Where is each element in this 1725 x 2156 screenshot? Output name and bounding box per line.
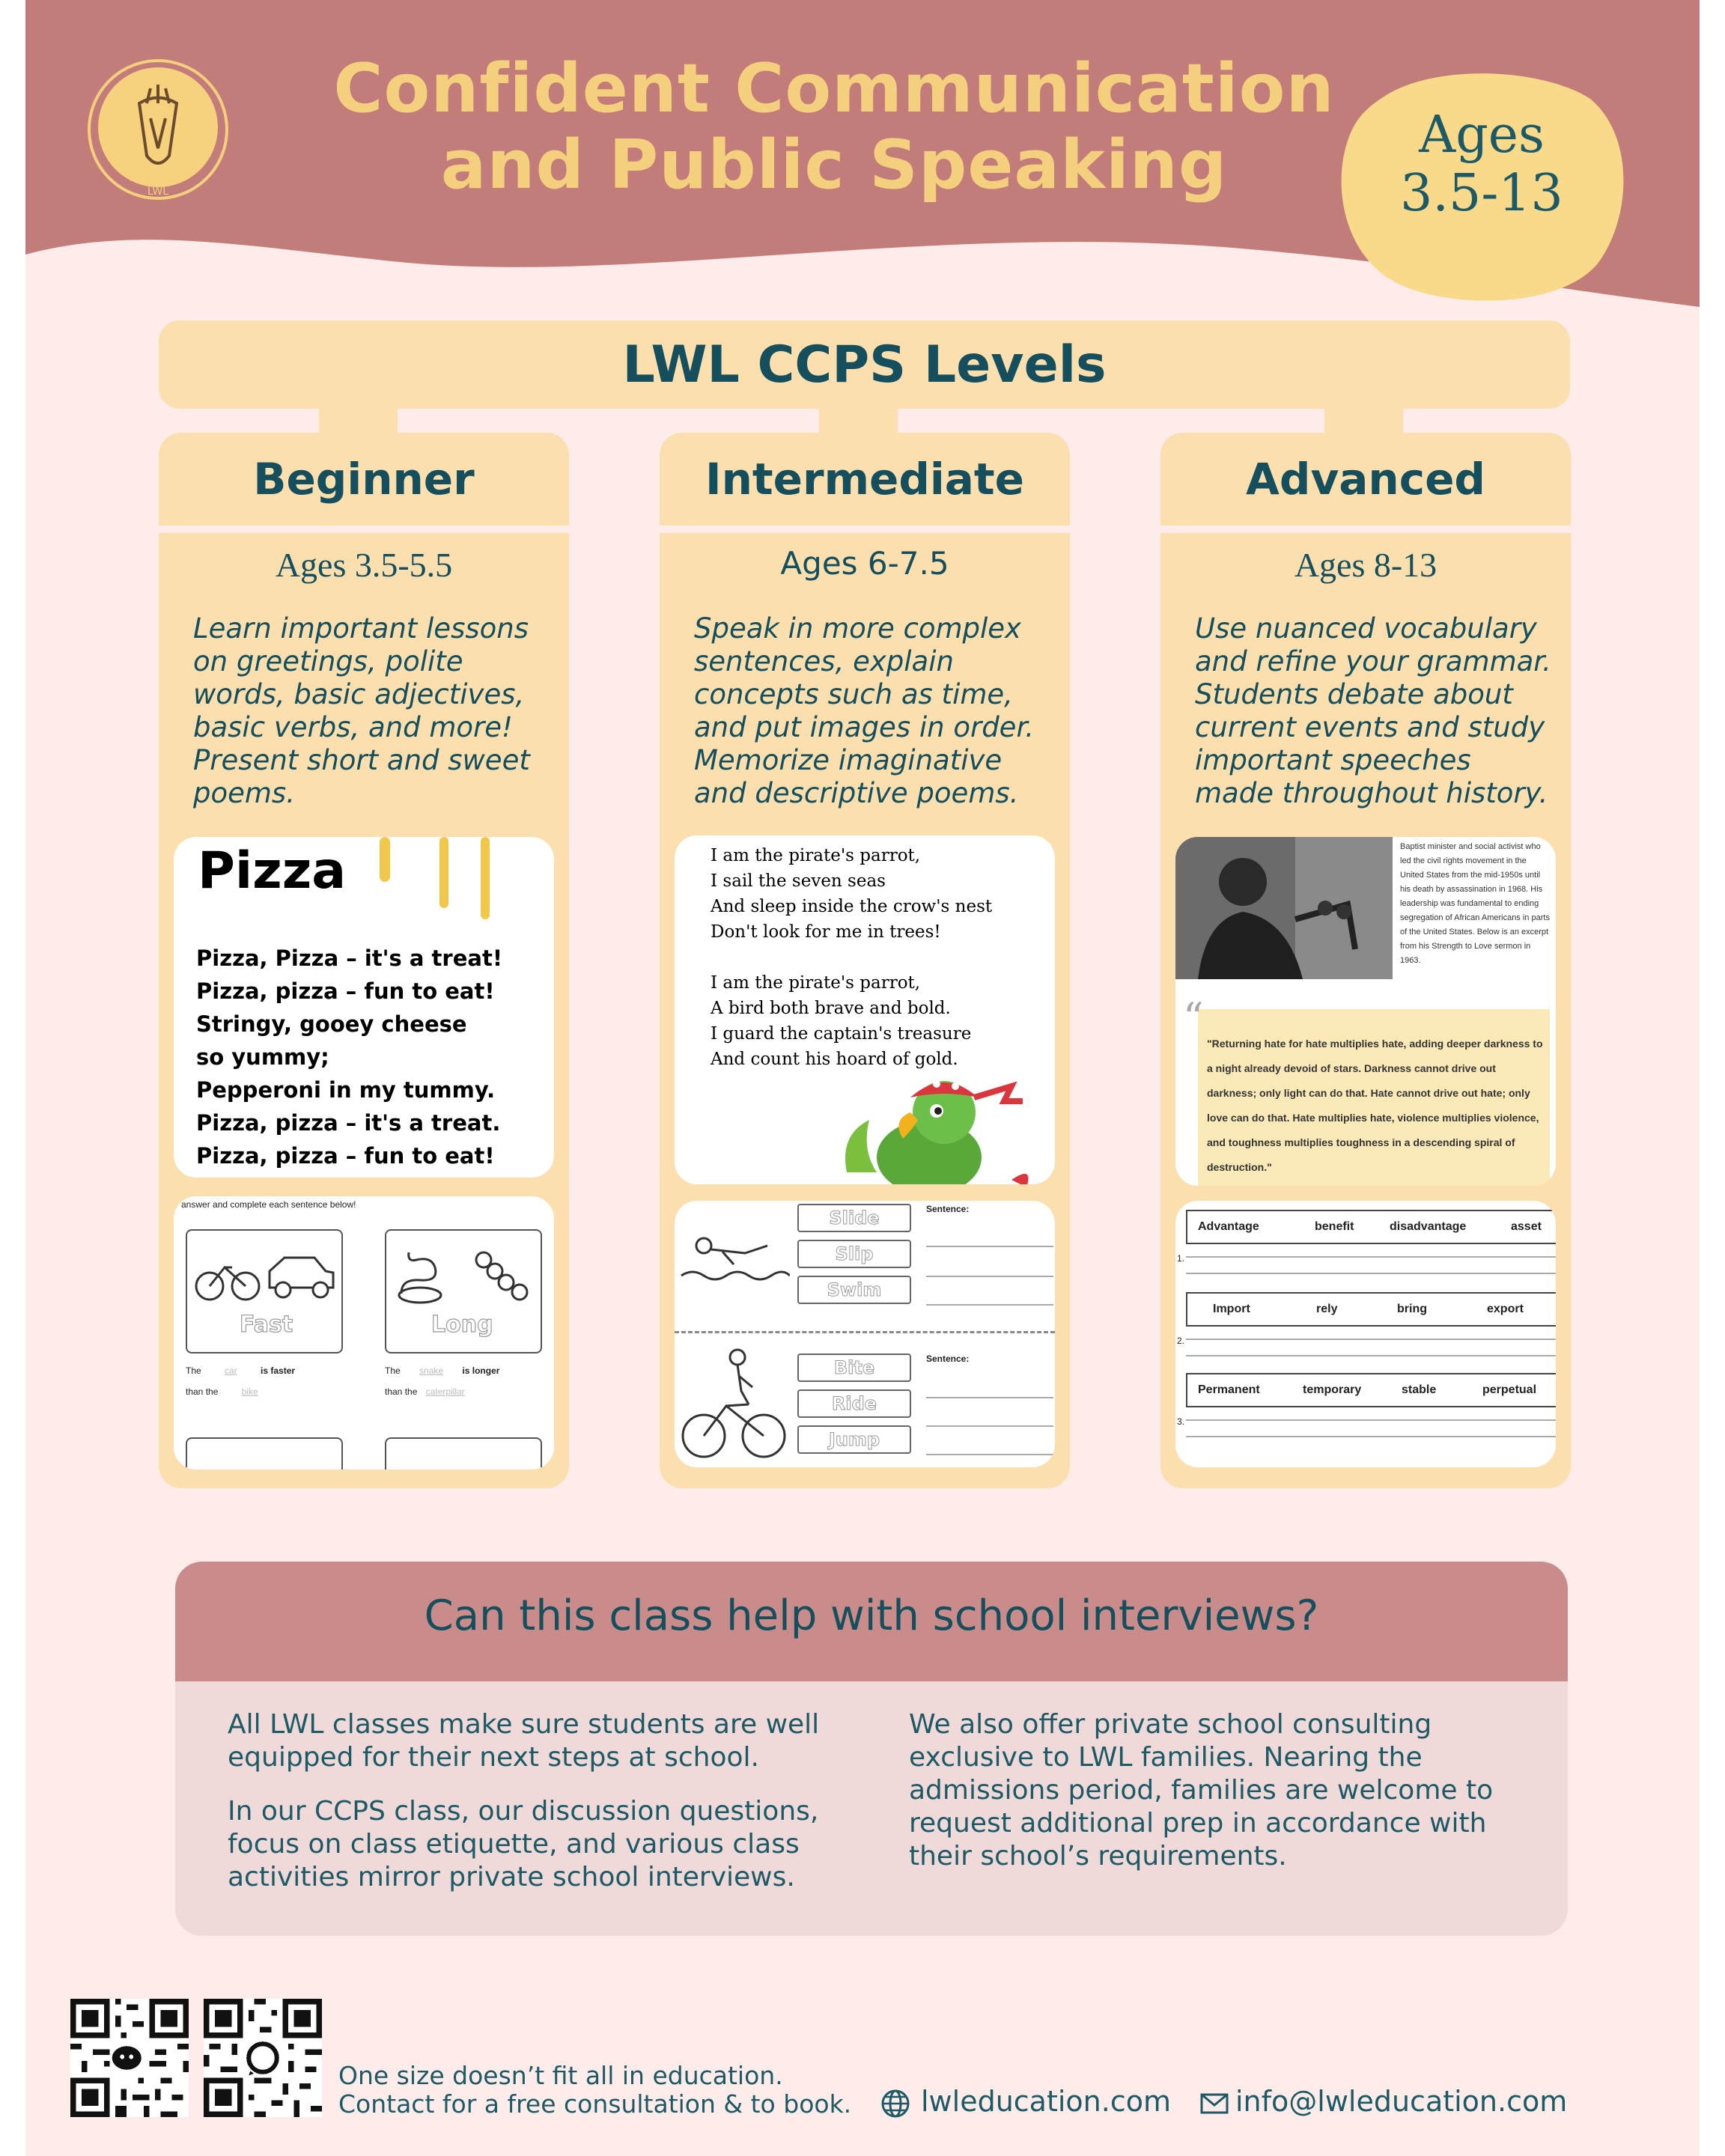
vocab-row <box>1186 1292 1556 1327</box>
vocab-word: bring <box>1397 1303 1427 1315</box>
writing-line <box>1186 1419 1556 1421</box>
vocab-word: Import <box>1213 1303 1250 1315</box>
mlk-photo <box>1175 837 1393 979</box>
writing-line <box>1186 1436 1556 1437</box>
vocab-row <box>1186 1210 1556 1244</box>
writing-line <box>926 1246 1053 1247</box>
level-description: Speak in more complex sentences, explain concepts such as time, and put images in order. Memorize imaginative and descriptive poems. <box>694 612 1035 809</box>
interviews-paragraph: We also offer private school consulting exclusive to LWL families. Nearing the admissions period, families are welcome to request additional prep in accordance with their school’s requirements. <box>909 1709 1494 1872</box>
sentence-1: The car is faster <box>186 1365 296 1376</box>
poem-line: And count his hoard of gold. <box>711 1050 958 1069</box>
cyclist-icon <box>678 1339 790 1466</box>
writing-line <box>926 1454 1053 1455</box>
level-ages: Ages 3.5-5.5 <box>275 546 453 584</box>
levels-title: LWL CCPS Levels <box>622 335 1107 395</box>
poem-line: I am the pirate's parrot, <box>711 973 921 993</box>
sentence-2-end: than the caterpillar <box>385 1386 465 1397</box>
sentence-label: Sentence: <box>926 1204 970 1214</box>
verb-option: Jump <box>797 1425 911 1454</box>
mail-icon <box>1199 2089 1229 2119</box>
vocab-word: export <box>1487 1303 1524 1315</box>
vocab-word: benefit <box>1315 1220 1354 1233</box>
wechat-qr-code[interactable] <box>70 1999 189 2117</box>
connector-intermediate <box>819 404 898 434</box>
verb-option: Slide <box>797 1204 911 1232</box>
adjective-word: Long <box>431 1312 493 1338</box>
divider <box>1160 526 1571 533</box>
poem-text <box>711 843 992 1072</box>
sentence-label: Sentence: <box>926 1353 970 1364</box>
level-description: Learn important lessons on greetings, polite words, basic adjectives, basic verbs, and more! Present short and sweet poems. <box>193 612 530 809</box>
svg-text:LWL: LWL <box>147 186 169 198</box>
verb-option: Slip <box>797 1240 911 1268</box>
connector-beginner <box>319 404 398 434</box>
poem-line: Pepperoni in my tummy. <box>196 1077 496 1103</box>
divider <box>159 526 569 533</box>
ages-badge <box>1366 106 1598 223</box>
level-ages: Ages 8-13 <box>1294 546 1438 584</box>
globe-icon <box>880 2089 910 2119</box>
divider <box>660 526 1070 533</box>
interviews-title: Can this class help with school interviews? <box>424 1592 1319 1640</box>
speaker-photo-illustration <box>1175 837 1393 979</box>
tagline-line-1: One size doesn’t fit all in education. <box>338 2061 783 2090</box>
level-description: Use nuanced vocabulary and refine your grammar. Students debate about current events and study important speeches made throughout history. <box>1195 612 1551 809</box>
picture-box-fast <box>186 1229 343 1353</box>
quote-mark-icon: “ <box>1183 994 1204 1041</box>
row-number: 3. <box>1177 1416 1185 1427</box>
page-title <box>310 51 1358 204</box>
vocab-word: stable <box>1402 1383 1437 1396</box>
writing-line <box>926 1397 1053 1398</box>
level-column-intermediate <box>660 433 1070 1488</box>
vocab-word: asset <box>1511 1220 1542 1233</box>
website-link[interactable]: lwleducation.com <box>921 2085 1171 2118</box>
bike-car-icon <box>187 1234 341 1316</box>
verb-option: Swim <box>797 1276 911 1304</box>
poem-line: And sleep inside the crow's nest <box>711 897 993 916</box>
verb-option: Ride <box>797 1389 911 1418</box>
poem-line: A bird both brave and bold. <box>711 999 951 1018</box>
parrot-poem-card <box>675 835 1055 1184</box>
writing-line <box>926 1425 1053 1427</box>
poem-lines <box>196 942 502 1172</box>
whatsapp-qr-code[interactable] <box>204 1999 322 2117</box>
tagline-line-2: Contact for a free consultation & to book. <box>338 2089 852 2119</box>
poem-line: I am the pirate's parrot, <box>711 846 921 865</box>
vocab-word: disadvantage <box>1390 1220 1467 1233</box>
row-number: 1. <box>1177 1253 1185 1264</box>
verb-worksheet <box>675 1201 1055 1467</box>
quote-text: "Returning hate for hate multiplies hate, adding deeper darkness to a night already devoid of stars. Darkness cannot drive out darkness; only light can do that. Hate cannot drive out hate; only love can do that. Hate multiplies hate, violence multiplies violence, and toughness multiplies toughness in a descending spiral of destruction." <box>1207 1038 1543 1173</box>
poem-line: Pizza, pizza – it's a treat. <box>196 1110 501 1136</box>
interviews-paragraph: All LWL classes make sure students are well equipped for their next steps at school. <box>228 1709 820 1773</box>
pizza-poem-card <box>174 837 554 1178</box>
row-number: 2. <box>1177 1336 1185 1346</box>
level-heading: Intermediate <box>705 454 1024 505</box>
lwl-logo <box>87 58 229 201</box>
poem-line: I guard the captain's treasure <box>711 1024 972 1044</box>
poem-line: so yummy; <box>196 1044 329 1070</box>
title-line-2: and Public Speaking <box>440 126 1228 204</box>
ages-badge-label: Ages <box>1419 106 1545 165</box>
vocab-row <box>1186 1373 1556 1407</box>
vocab-word: perpetual <box>1482 1383 1537 1396</box>
ages-badge-range: 3.5-13 <box>1400 164 1563 223</box>
verb-option: Bite <box>797 1353 911 1382</box>
level-column-beginner <box>159 433 569 1488</box>
writing-line <box>926 1276 1053 1277</box>
parrot-illustration <box>832 1068 1049 1184</box>
writing-line <box>1186 1256 1556 1258</box>
header <box>25 0 1700 322</box>
picture-box <box>385 1437 542 1470</box>
email-link[interactable]: info@lwleducation.com <box>1235 2085 1568 2118</box>
worksheet-instruction: answer and complete each sentence below! <box>181 1199 356 1210</box>
level-ages: Ages 6-7.5 <box>780 545 949 582</box>
adjective-worksheet <box>174 1196 554 1470</box>
picture-box <box>186 1437 343 1470</box>
mlk-speech-card <box>1175 837 1556 1186</box>
writing-line <box>1186 1355 1556 1356</box>
adjective-word: Fast <box>240 1312 293 1338</box>
connector-advanced <box>1324 404 1403 434</box>
level-column-advanced <box>1160 433 1571 1488</box>
flyer-page <box>25 0 1700 2156</box>
vocab-word: temporary <box>1303 1383 1362 1396</box>
vocab-word: rely <box>1316 1303 1338 1315</box>
vocab-word: Permanent <box>1198 1383 1260 1396</box>
sentence-1-end: than the bike <box>186 1386 258 1397</box>
poem-line: Pizza, Pizza – it's a treat! <box>196 945 503 971</box>
vocab-word: Advantage <box>1198 1220 1259 1233</box>
poem-title: Pizza <box>198 841 347 901</box>
title-line-1: Confident Communication <box>333 49 1335 128</box>
poem-line: Don't look for me in trees! <box>711 922 941 942</box>
interviews-section <box>175 1562 1568 1936</box>
interviews-paragraph: In our CCPS class, our discussion questions, focus on class etiquette, and various class activities mirror private school interviews. <box>228 1796 819 1892</box>
poem-line: Pizza, pizza – fun to eat! <box>196 1143 495 1169</box>
vocabulary-worksheet <box>1175 1201 1556 1467</box>
level-heading: Advanced <box>1246 454 1485 505</box>
writing-line <box>926 1304 1053 1306</box>
mlk-bio: Baptist minister and social activist who led the civil rights movement in the United States from the mid-1950s until his death by assassination in 1968. His leadership was fundamental to ending segregation of African Americans in parts of the United States. Below is an excerpt from his Strength to Love sermon in 1963. <box>1400 842 1550 965</box>
writing-line <box>1186 1339 1556 1340</box>
writing-line <box>1186 1273 1556 1274</box>
footer-tagline <box>338 2062 851 2119</box>
picture-box-long <box>385 1229 542 1353</box>
level-heading: Beginner <box>253 454 475 505</box>
poem-line: Stringy, gooey cheese <box>196 1011 467 1037</box>
poem-line: Pizza, pizza – fun to eat! <box>196 978 495 1004</box>
swimmer-icon <box>678 1223 790 1298</box>
sentence-2: The snake is longer <box>385 1365 500 1376</box>
poem-line: I sail the seven seas <box>711 871 886 891</box>
dashed-separator <box>675 1331 1055 1333</box>
snake-caterpillar-icon <box>386 1234 541 1316</box>
